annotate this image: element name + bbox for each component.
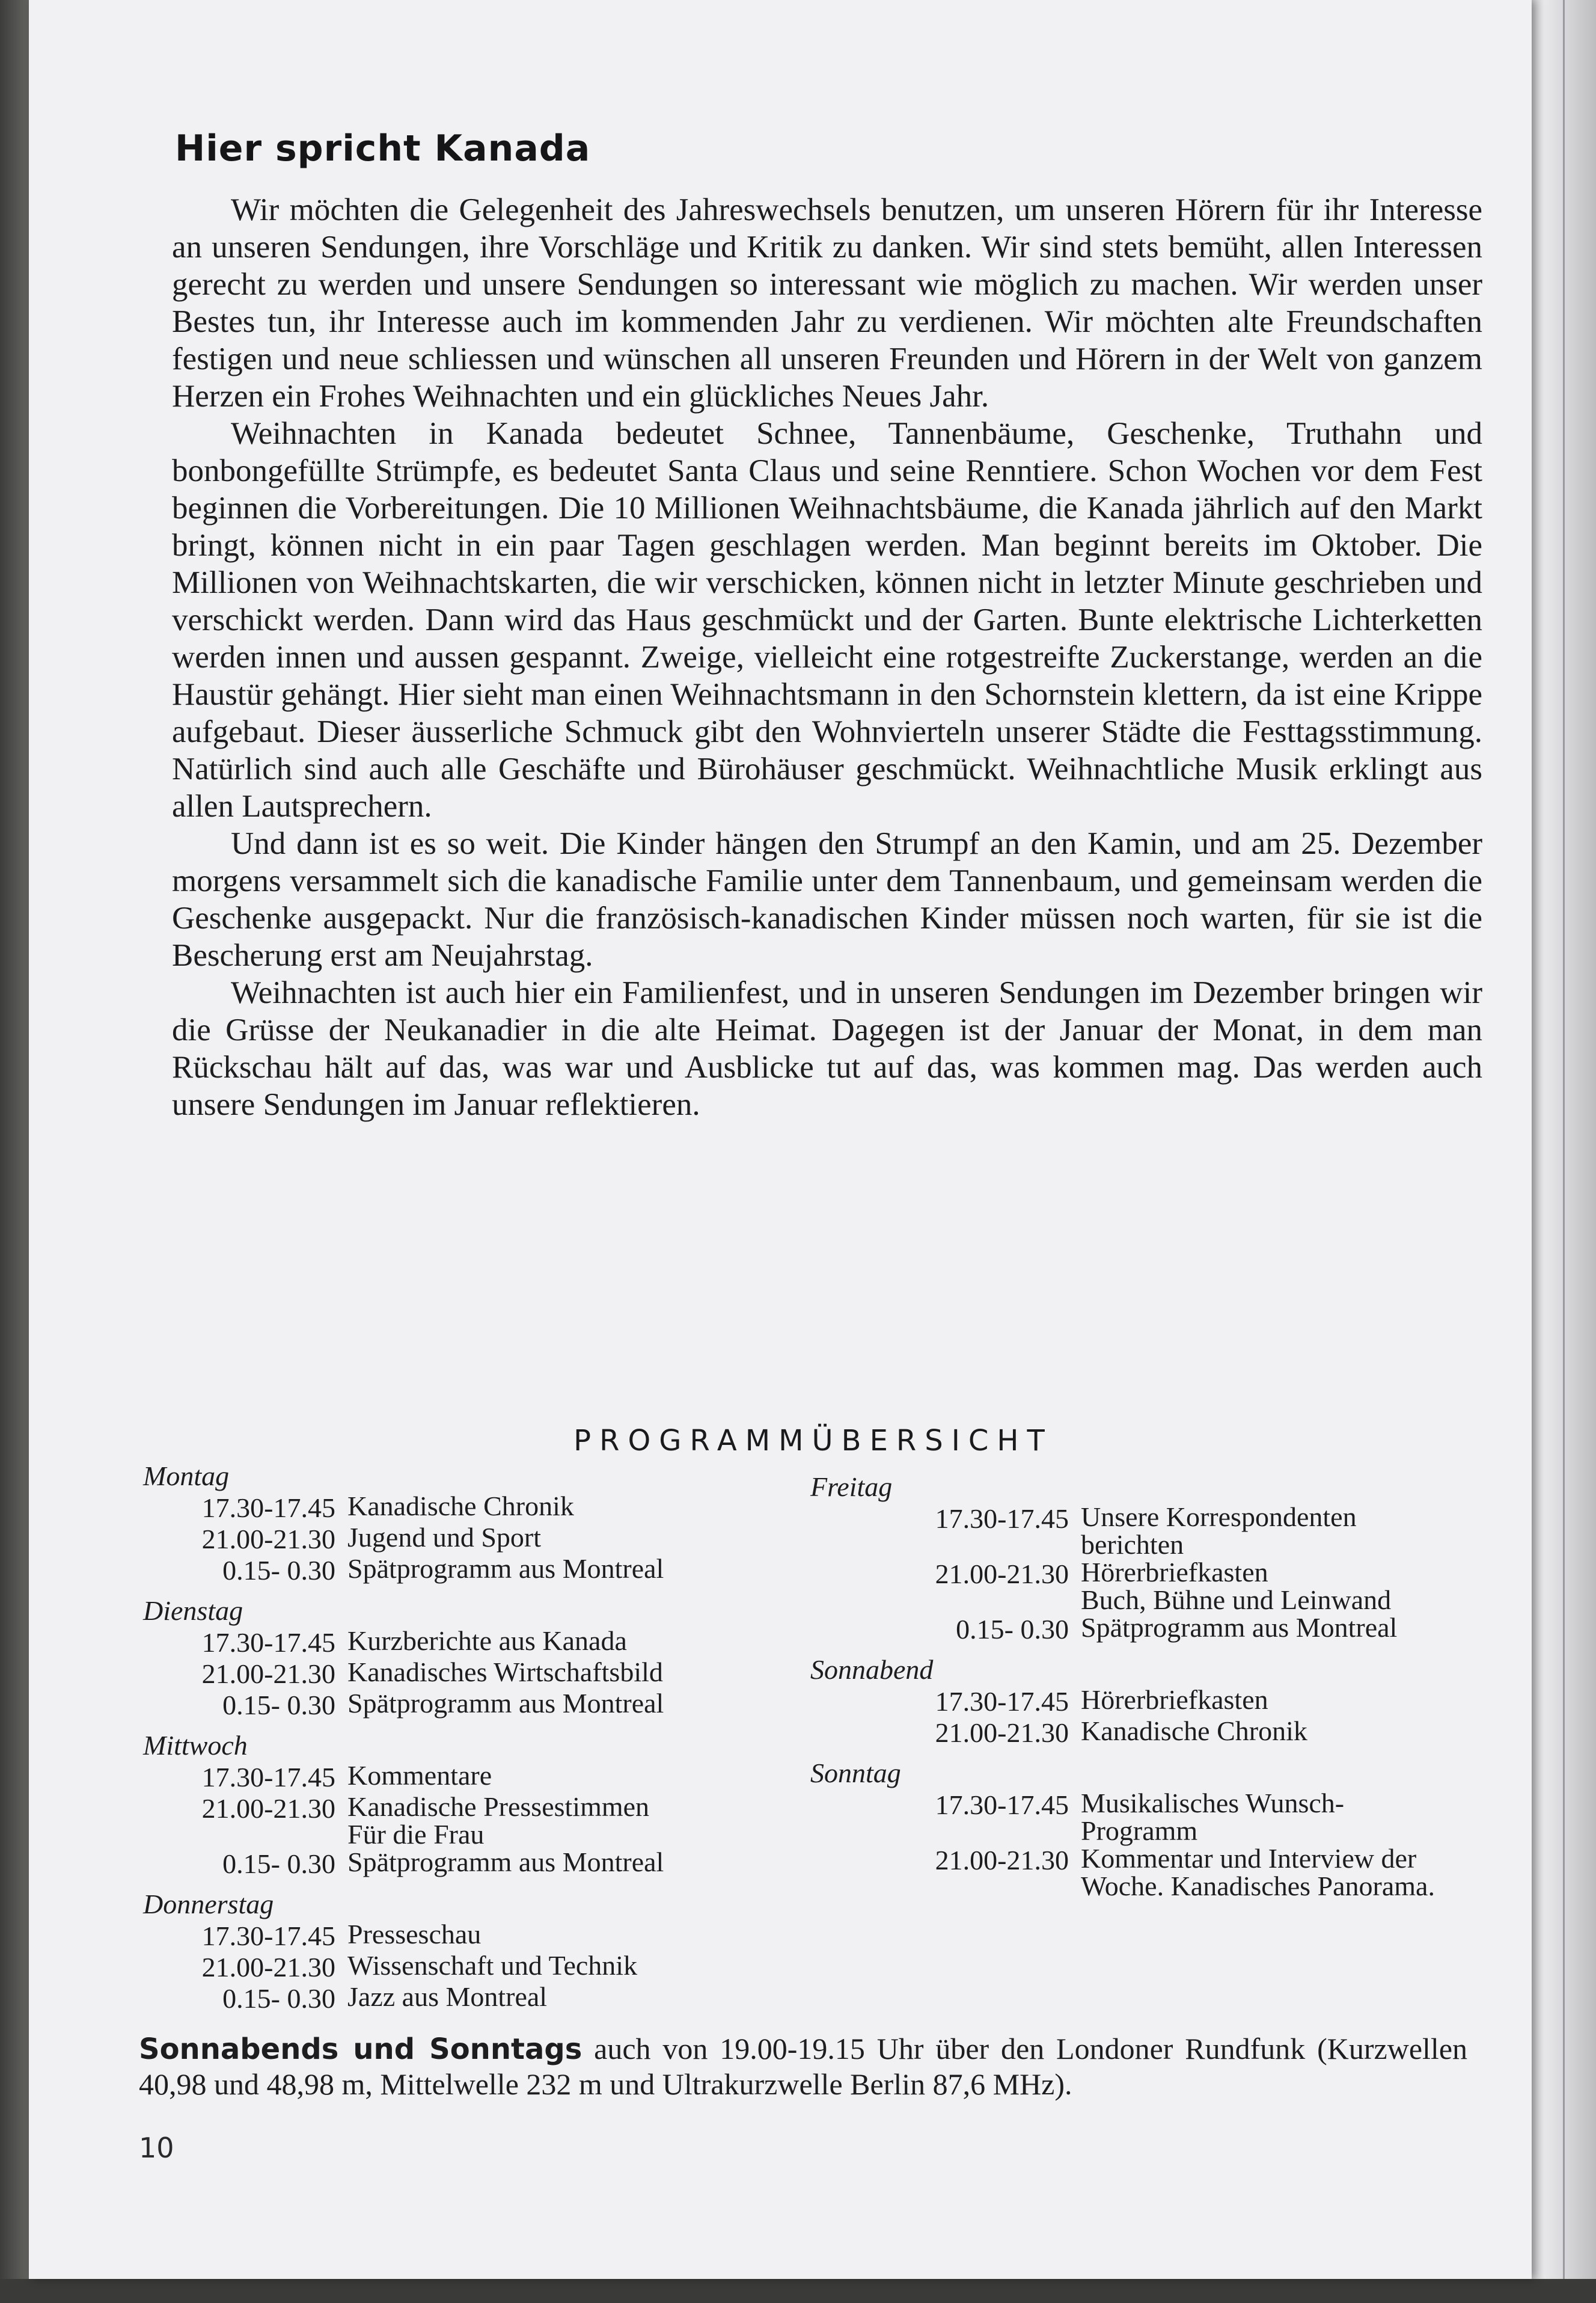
program-title-line: Jugend und Sport xyxy=(347,1522,541,1553)
program-title xyxy=(347,1492,816,1524)
program-title xyxy=(1081,1789,1496,1845)
program-title xyxy=(1081,1717,1496,1749)
program-title-line: Kanadische Pressestimmen xyxy=(347,1791,650,1822)
program-day xyxy=(143,1731,816,1880)
program-time: 17.30-17.45 xyxy=(201,1492,335,1523)
program-day-name: Sonntag xyxy=(810,1758,901,1788)
program-title-line: Kommentare xyxy=(347,1760,492,1791)
program-entry xyxy=(143,1921,816,1952)
program-title-line: Musikalisches Wunsch- xyxy=(1081,1788,1345,1818)
program-time: 21.00-21.30 xyxy=(935,1845,1069,1875)
program-entry xyxy=(810,1789,1496,1845)
program-title xyxy=(347,1627,816,1658)
program-time: 21.00-21.30 xyxy=(935,1717,1069,1748)
program-title-line: Jazz aus Montreal xyxy=(347,1981,548,2012)
article-body xyxy=(172,191,1482,1123)
program-time: 17.30-17.45 xyxy=(935,1789,1069,1820)
program-title-line: Kurzberichte aus Kanada xyxy=(347,1625,627,1656)
program-title-line: Kanadische Chronik xyxy=(1081,1716,1307,1746)
program-title xyxy=(347,1555,816,1586)
program-day-name: Sonnabend xyxy=(810,1654,934,1685)
program-title xyxy=(347,1848,816,1880)
program-entry xyxy=(143,1555,816,1586)
program-entry xyxy=(143,1492,816,1524)
program-day xyxy=(143,1461,816,1586)
program-day-name: Mittwoch xyxy=(143,1730,248,1761)
program-title xyxy=(347,1762,816,1793)
program-title xyxy=(1081,1845,1496,1900)
program-title-line: Spätprogramm aus Montreal xyxy=(347,1553,664,1584)
program-entry xyxy=(810,1717,1496,1749)
program-time: 21.00-21.30 xyxy=(201,1952,335,1983)
program-title-line: Spätprogramm aus Montreal xyxy=(347,1847,664,1877)
paragraph: Weihnachten in Kanada bedeutet Schnee, Tannenbäume, Geschenke, Truthahn und bonbongefüllte Strümpfe, es bedeutet Santa Claus und seine Renntiere. Schon Wochen vor dem Fest beginnen die Vorbereitungen. Die 10 Millionen Weihnachtsbäume, die Kanada jährlich auf den Markt bringt, können nicht in ein paar Tagen geschlagen werden. Man beginnt bereits im Oktober. Die Millionen von Weihnachtskarten, die wir verschicken, können nicht in letzter Minute geschrieben und verschickt werden. Dann wird das Haus geschmückt und der Garten. Bunte elektrische Lichterketten werden innen und aussen gespannt. Zweige, vielleicht eine rotgestreifte Zuckerstange, werden an die Haustür gehängt. Hier sieht man einen Weihnachtsmann in den Schornstein klettern, da ist eine Krippe aufgebaut. Dieser äusserliche Schmuck gibt den Wohnvierteln unserer Städte die Festtagsstimmung. Natürlich sind auch alle Geschäfte und Bürohäuser geschmückt. Weihnachtliche Musik erklingt aus allen Lautsprechern. xyxy=(172,416,1482,824)
page-binding-line xyxy=(1563,0,1565,2303)
program-title-line: berichten xyxy=(1081,1529,1184,1560)
document-page xyxy=(29,0,1532,2279)
paragraph: Und dann ist es so weit. Die Kinder hängen den Strumpf an den Kamin, und am 25. Dezember morgens versammelt sich die kanadische Familie unter dem Tannenbaum, und gemeinsam werden die Geschenke ausgepackt. Nur die französisch-kanadischen Kinder müssen noch warten, für sie ist die Bescherung erst am Neujahrstag. xyxy=(172,826,1482,973)
program-title xyxy=(347,1952,816,1983)
program-title-line: Presseschau xyxy=(347,1919,482,1949)
program-time: 17.30-17.45 xyxy=(201,1627,335,1658)
program-title-line: Für die Frau xyxy=(347,1819,485,1850)
program-entry xyxy=(143,1524,816,1555)
program-entry xyxy=(143,1658,816,1690)
program-time: 17.30-17.45 xyxy=(935,1686,1069,1717)
program-title xyxy=(1081,1503,1496,1559)
program-title-line: Unsere Korrespondenten xyxy=(1081,1501,1357,1532)
program-title xyxy=(347,1524,816,1555)
program-title-line: Buch, Bühne und Leinwand xyxy=(1081,1584,1392,1615)
program-title-line: Kanadisches Wirtschaftsbild xyxy=(347,1657,663,1687)
program-title-line: Kanadische Chronik xyxy=(347,1491,574,1521)
program-title xyxy=(347,1793,816,1848)
broadcast-note-lead: Sonnabends und Sonntags xyxy=(139,2032,582,2066)
program-entry xyxy=(810,1559,1496,1614)
program-time: 0.15- 0.30 xyxy=(222,1848,335,1879)
program-title-line: Kommentar und Interview der xyxy=(1081,1843,1417,1874)
program-time: 21.00-21.30 xyxy=(201,1793,335,1824)
program-time: 0.15- 0.30 xyxy=(222,1555,335,1586)
program-time: 0.15- 0.30 xyxy=(222,1690,335,1720)
program-day-name: Montag xyxy=(143,1461,230,1491)
program-day xyxy=(143,1889,816,2014)
paragraph: Weihnachten ist auch hier ein Familienfest, und in unseren Sendungen im Dezember bringen wir die Grüsse der Neukanadier in die alte Heimat. Dagegen ist der Januar der Monat, in dem man Rückschau hält auf das, was war und Ausblicke tut auf das, was kommen mag. Das werden auch unsere Sendungen im Januar reflektieren. xyxy=(172,975,1482,1122)
program-entry xyxy=(810,1845,1496,1900)
program-time: 21.00-21.30 xyxy=(201,1524,335,1554)
program-time: 17.30-17.45 xyxy=(935,1503,1069,1534)
program-day xyxy=(810,1758,1496,1900)
program-title xyxy=(347,1658,816,1690)
page-number: 10 xyxy=(139,2132,174,2164)
program-time: 21.00-21.30 xyxy=(201,1658,335,1689)
program-entry xyxy=(143,1952,816,1983)
program-left-column xyxy=(143,1461,816,2024)
program-time: 0.15- 0.30 xyxy=(956,1614,1069,1645)
program-time: 17.30-17.45 xyxy=(201,1762,335,1792)
program-day-name: Donnerstag xyxy=(143,1889,274,1919)
program-day xyxy=(810,1472,1496,1645)
program-time: 0.15- 0.30 xyxy=(222,1983,335,2014)
broadcast-note xyxy=(139,2031,1467,2102)
program-title xyxy=(347,1921,816,1952)
program-heading: PROGRAMMÜBERSICHT xyxy=(573,1424,1053,1458)
program-entry xyxy=(810,1686,1496,1717)
program-entry xyxy=(143,1793,816,1848)
bottom-shadow xyxy=(0,2279,1596,2303)
program-day-name: Dienstag xyxy=(143,1595,243,1626)
program-time: 21.00-21.30 xyxy=(935,1559,1069,1589)
program-title xyxy=(347,1983,816,2014)
program-title-line: Spätprogramm aus Montreal xyxy=(1081,1612,1398,1643)
program-day xyxy=(143,1596,816,1721)
program-day-name: Freitag xyxy=(810,1471,893,1502)
program-title xyxy=(1081,1614,1496,1645)
program-title-line: Wissenschaft und Technik xyxy=(347,1950,638,1981)
program-right-column xyxy=(810,1472,1496,1910)
broadcast-note-text: auch von 19.00-19.15 Uhr über den Londoner Rundfunk (Kurzwellen 40,98 und 48,98 m, Mittelwelle 232 m und Ultrakurzwelle Berlin 87,6 MHz). xyxy=(139,2032,1468,2101)
program-entry xyxy=(143,1690,816,1721)
paragraph: Wir möchten die Gelegenheit des Jahreswechsels benutzen, um unseren Hörern für ihr Interesse an unseren Sendungen, ihre Vorschläge und Kritik zu danken. Wir sind stets bemüht, allen Interessen gerecht zu werden und unsere Sendungen so interessant wie möglich zu machen. Wir werden unser Bestes tun, ihr Interesse auch im kommenden Jahr zu verdienen. Wir möchten alte Freundschaften festigen und neue schliessen und wünschen all unseren Freunden und Hörern in der Welt von ganzem Herzen ein Frohes Weihnachten und ein glückliches Neues Jahr. xyxy=(172,192,1482,414)
program-entry xyxy=(810,1503,1496,1559)
program-entry xyxy=(143,1848,816,1880)
program-title-line: Hörerbriefkasten xyxy=(1081,1557,1268,1587)
program-entry xyxy=(143,1627,816,1658)
program-title xyxy=(1081,1559,1496,1614)
program-title-line: Spätprogramm aus Montreal xyxy=(347,1688,664,1719)
program-time: 17.30-17.45 xyxy=(201,1921,335,1951)
program-title-line: Hörerbriefkasten xyxy=(1081,1684,1268,1715)
program-entry xyxy=(143,1762,816,1793)
program-title-line: Programm xyxy=(1081,1815,1198,1846)
program-day xyxy=(810,1655,1496,1749)
program-title-line: Woche. Kanadisches Panorama. xyxy=(1081,1871,1435,1901)
program-title xyxy=(1081,1686,1496,1717)
program-title xyxy=(347,1690,816,1721)
page-title: Hier spricht Kanada xyxy=(175,127,591,170)
program-entry xyxy=(143,1983,816,2014)
program-entry xyxy=(810,1614,1496,1645)
